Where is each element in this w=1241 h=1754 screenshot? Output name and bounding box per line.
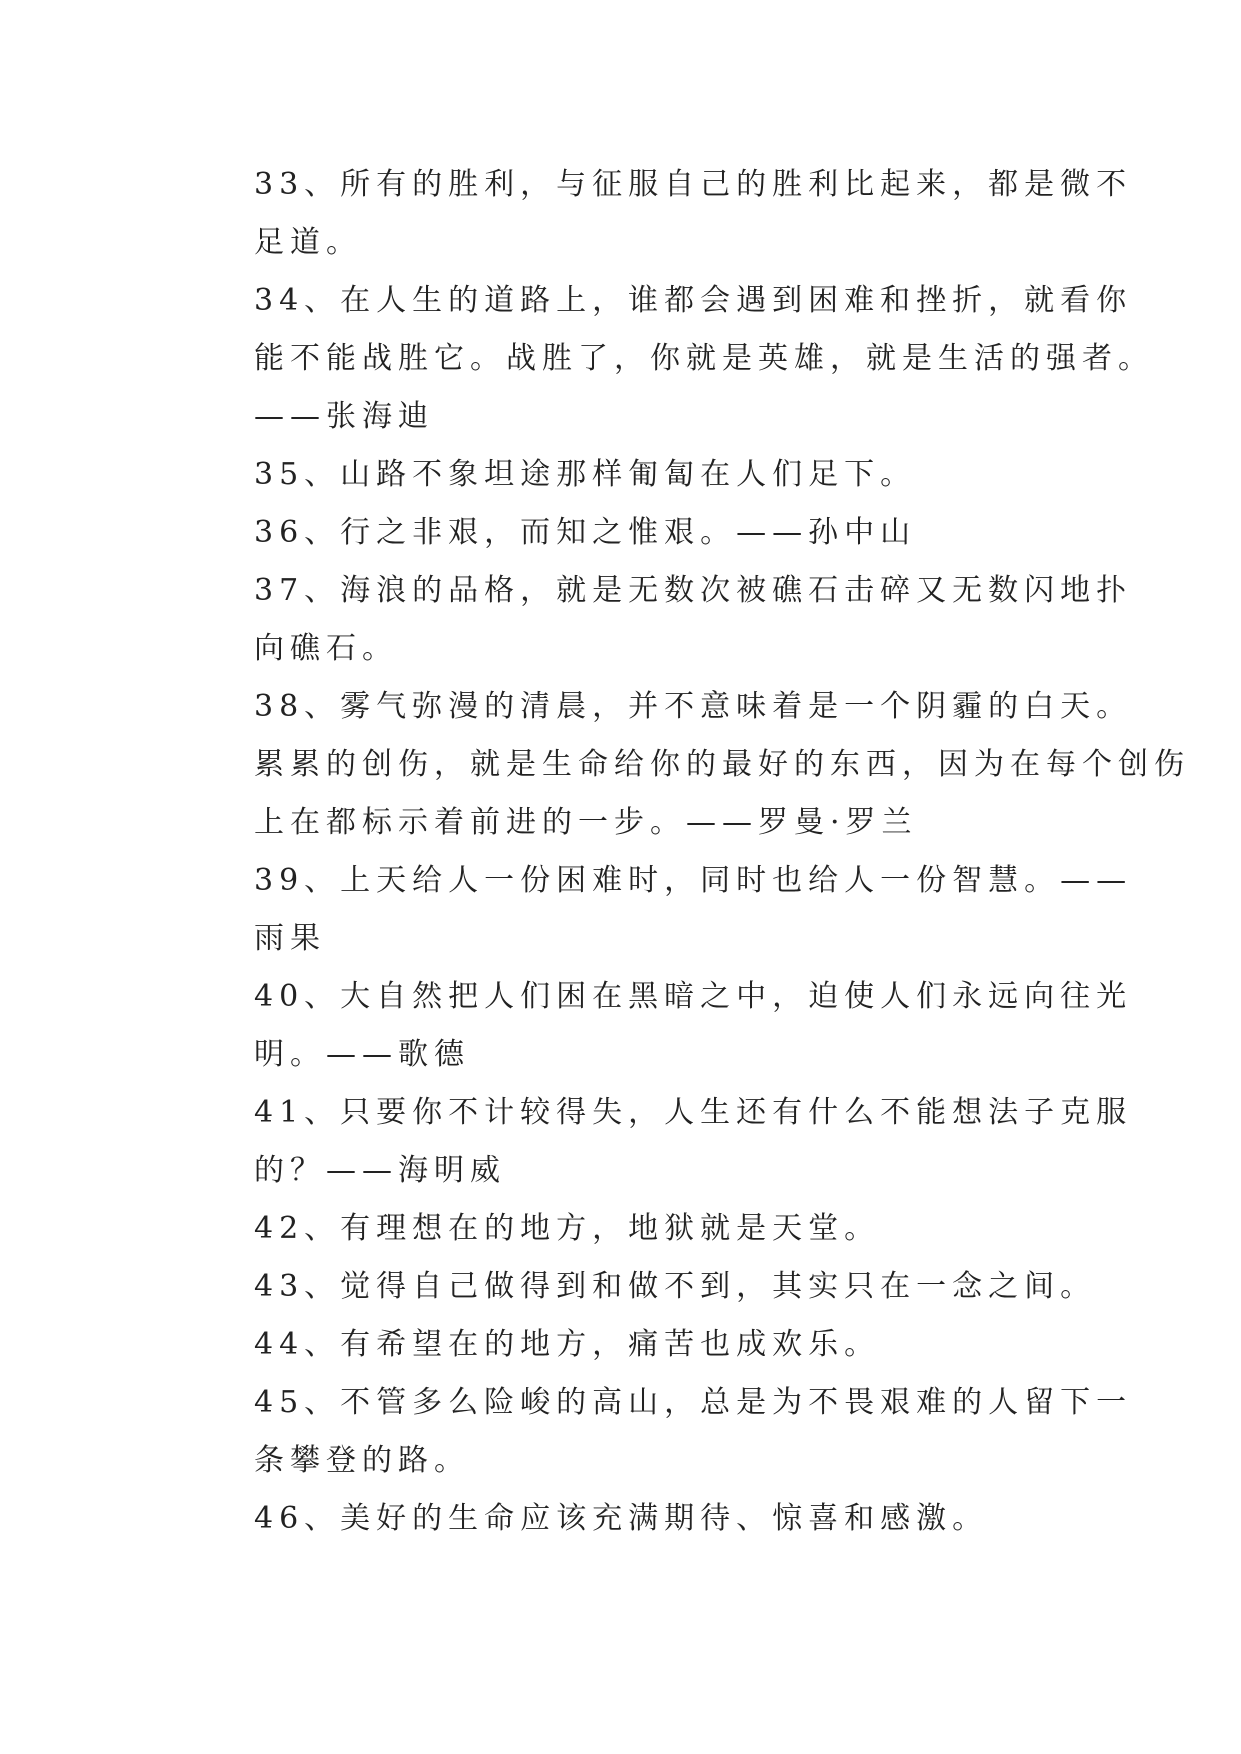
quote-line: 能不能战胜它。战胜了，你就是英雄，就是生活的强者。 xyxy=(254,341,1154,376)
quote-36 xyxy=(190,504,1070,562)
quote-39 xyxy=(190,852,1133,968)
quote-line: ——张海迪 xyxy=(254,399,434,434)
quote-38 xyxy=(190,678,1190,852)
quote-46 xyxy=(190,1490,1070,1548)
quote-33 xyxy=(190,156,1133,272)
quote-line: 44、有希望在的地方，痛苦也成欢乐。 xyxy=(254,1327,881,1362)
quote-41 xyxy=(190,1084,1133,1200)
quote-37 xyxy=(190,562,1133,678)
quote-43 xyxy=(190,1258,1097,1316)
quote-line: 39、上天给人一份困难时，同时也给人一份智慧。—— xyxy=(254,863,1133,898)
quote-line: 36、行之非艰，而知之惟艰。——孙中山 xyxy=(254,515,917,550)
quote-line: 上在都标示着前进的一步。——罗曼·罗兰 xyxy=(254,805,918,840)
quote-line: 42、有理想在的地方，地狱就是天堂。 xyxy=(254,1211,881,1246)
quote-line: 33、所有的胜利，与征服自己的胜利比起来，都是微不 xyxy=(254,167,1133,202)
quote-line: 38、雾气弥漫的清晨，并不意味着是一个阴霾的白天。 xyxy=(254,689,1133,724)
quote-line: 的？——海明威 xyxy=(254,1153,506,1188)
quote-line: 40、大自然把人们困在黑暗之中，迫使人们永远向往光 xyxy=(254,979,1133,1014)
quote-line: 累累的创伤，就是生命给你的最好的东西，因为在每个创伤 xyxy=(254,747,1190,782)
quote-line: 45、不管多么险峻的高山，总是为不畏艰难的人留下一 xyxy=(254,1385,1133,1420)
quote-line: 46、美好的生命应该充满期待、惊喜和感激。 xyxy=(254,1501,989,1536)
quote-line: 足道。 xyxy=(254,225,362,260)
quote-line: 35、山路不象坦途那样匍匐在人们足下。 xyxy=(254,457,917,492)
quote-list xyxy=(190,156,1190,1548)
quote-line: 43、觉得自己做得到和做不到，其实只在一念之间。 xyxy=(254,1269,1097,1304)
quote-40 xyxy=(190,968,1133,1084)
quote-34 xyxy=(190,272,1154,446)
quote-42 xyxy=(190,1200,1070,1258)
quote-line: 条攀登的路。 xyxy=(254,1443,470,1478)
quote-line: 向礁石。 xyxy=(254,631,398,666)
quote-line: 雨果 xyxy=(254,921,326,956)
quote-line: 34、在人生的道路上，谁都会遇到困难和挫折，就看你 xyxy=(254,283,1133,318)
quote-45 xyxy=(190,1374,1133,1490)
quote-line: 37、海浪的品格，就是无数次被礁石击碎又无数闪地扑 xyxy=(254,573,1133,608)
quote-35 xyxy=(190,446,1070,504)
quote-44 xyxy=(190,1316,1070,1374)
quote-line: 明。——歌德 xyxy=(254,1037,470,1072)
quote-line: 41、只要你不计较得失，人生还有什么不能想法子克服 xyxy=(254,1095,1133,1130)
